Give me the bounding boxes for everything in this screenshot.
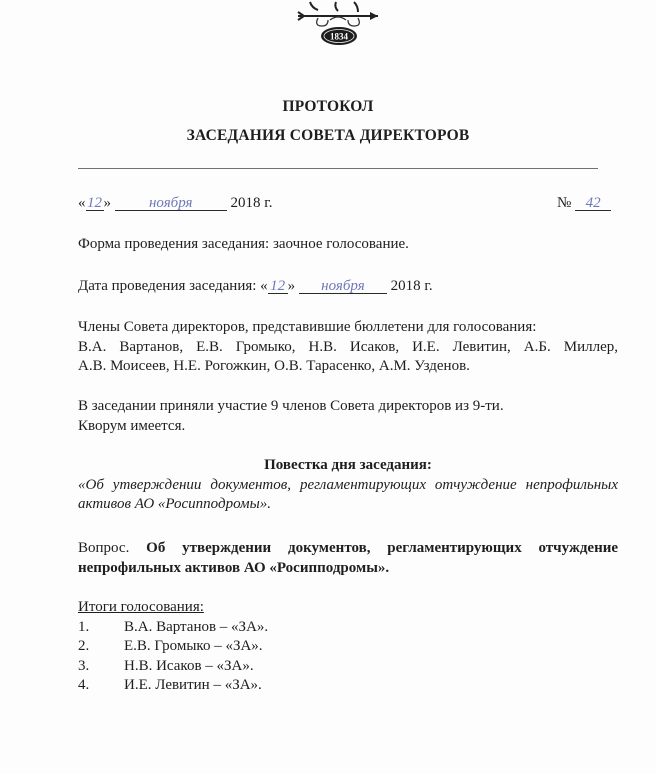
members-list-line1: В.А. Вартанов, Е.В. Громыко, Н.В. Исаков, И.Е. Левитин, А.Б. Миллер, <box>78 338 618 355</box>
issue-year: 2018 г. <box>230 195 273 211</box>
members-section <box>78 318 618 377</box>
agenda-section <box>78 456 618 515</box>
question-text-line1: Об утверждении документов, регламентирующих отчуждение <box>146 540 619 556</box>
agenda-item-line2: активов АО «Росипподромы». <box>78 496 271 512</box>
members-intro: Члены Совета директоров, представившие бюллетени для голосования: <box>78 319 537 335</box>
weathervane-icon <box>296 0 382 52</box>
issue-date: « 12 » ноября 2018 г. <box>78 195 273 211</box>
agenda-item-line1: «Об утверждении документов, регламентирующих отчуждение непрофильных <box>78 476 618 493</box>
meeting-date: Дата проведения заседания: « 12 » ноября 2018 г. <box>78 278 433 294</box>
meeting-day-field: 12 <box>268 279 288 294</box>
meeting-month-field: ноября <box>299 279 387 294</box>
protocol-number-field: 42 <box>575 196 611 211</box>
svg-text:1834: 1834 <box>330 31 348 42</box>
vote-result-row: 2. Е.В. Громыко – «ЗА». <box>78 638 263 654</box>
company-emblem <box>296 0 382 52</box>
members-list-line2: А.В. Моисеев, Н.Е. Рогожкин, О.В. Тарасенко, А.М. Узденов. <box>78 358 470 374</box>
issue-day-field: 12 <box>87 195 102 211</box>
protocol-number <box>557 195 611 212</box>
document-subtitle: ЗАСЕДАНИЯ СОВЕТА ДИРЕКТОРОВ <box>186 127 470 144</box>
agenda-heading: Повестка дня заседания: <box>264 457 432 473</box>
meeting-form: Форма проведения заседания: заочное голосование. <box>78 236 409 252</box>
vote-result-row: 4. И.Е. Левитин – «ЗА». <box>78 677 262 693</box>
quorum-section <box>78 397 618 436</box>
vote-result-row: 1. В.А. Вартанов – «ЗА». <box>78 618 269 635</box>
attendance-text: В заседании приняли участие 9 членов Совета директоров из 9-ти. <box>78 398 504 414</box>
question-text-line2: непрофильных активов АО «Росипподромы». <box>78 559 390 576</box>
number-sign: № <box>557 195 572 211</box>
voting-heading: Итоги голосования: <box>78 599 204 615</box>
question-label: Вопрос. <box>78 540 130 556</box>
header-divider <box>78 168 598 169</box>
voting-results <box>78 598 618 696</box>
question-section <box>78 539 618 578</box>
document-title: ПРОТОКОЛ <box>282 98 374 115</box>
vote-result-row: 3. Н.В. Исаков – «ЗА». <box>78 657 254 674</box>
quorum-text: Кворум имеется. <box>78 417 186 434</box>
issue-month-field: ноября <box>115 196 227 211</box>
